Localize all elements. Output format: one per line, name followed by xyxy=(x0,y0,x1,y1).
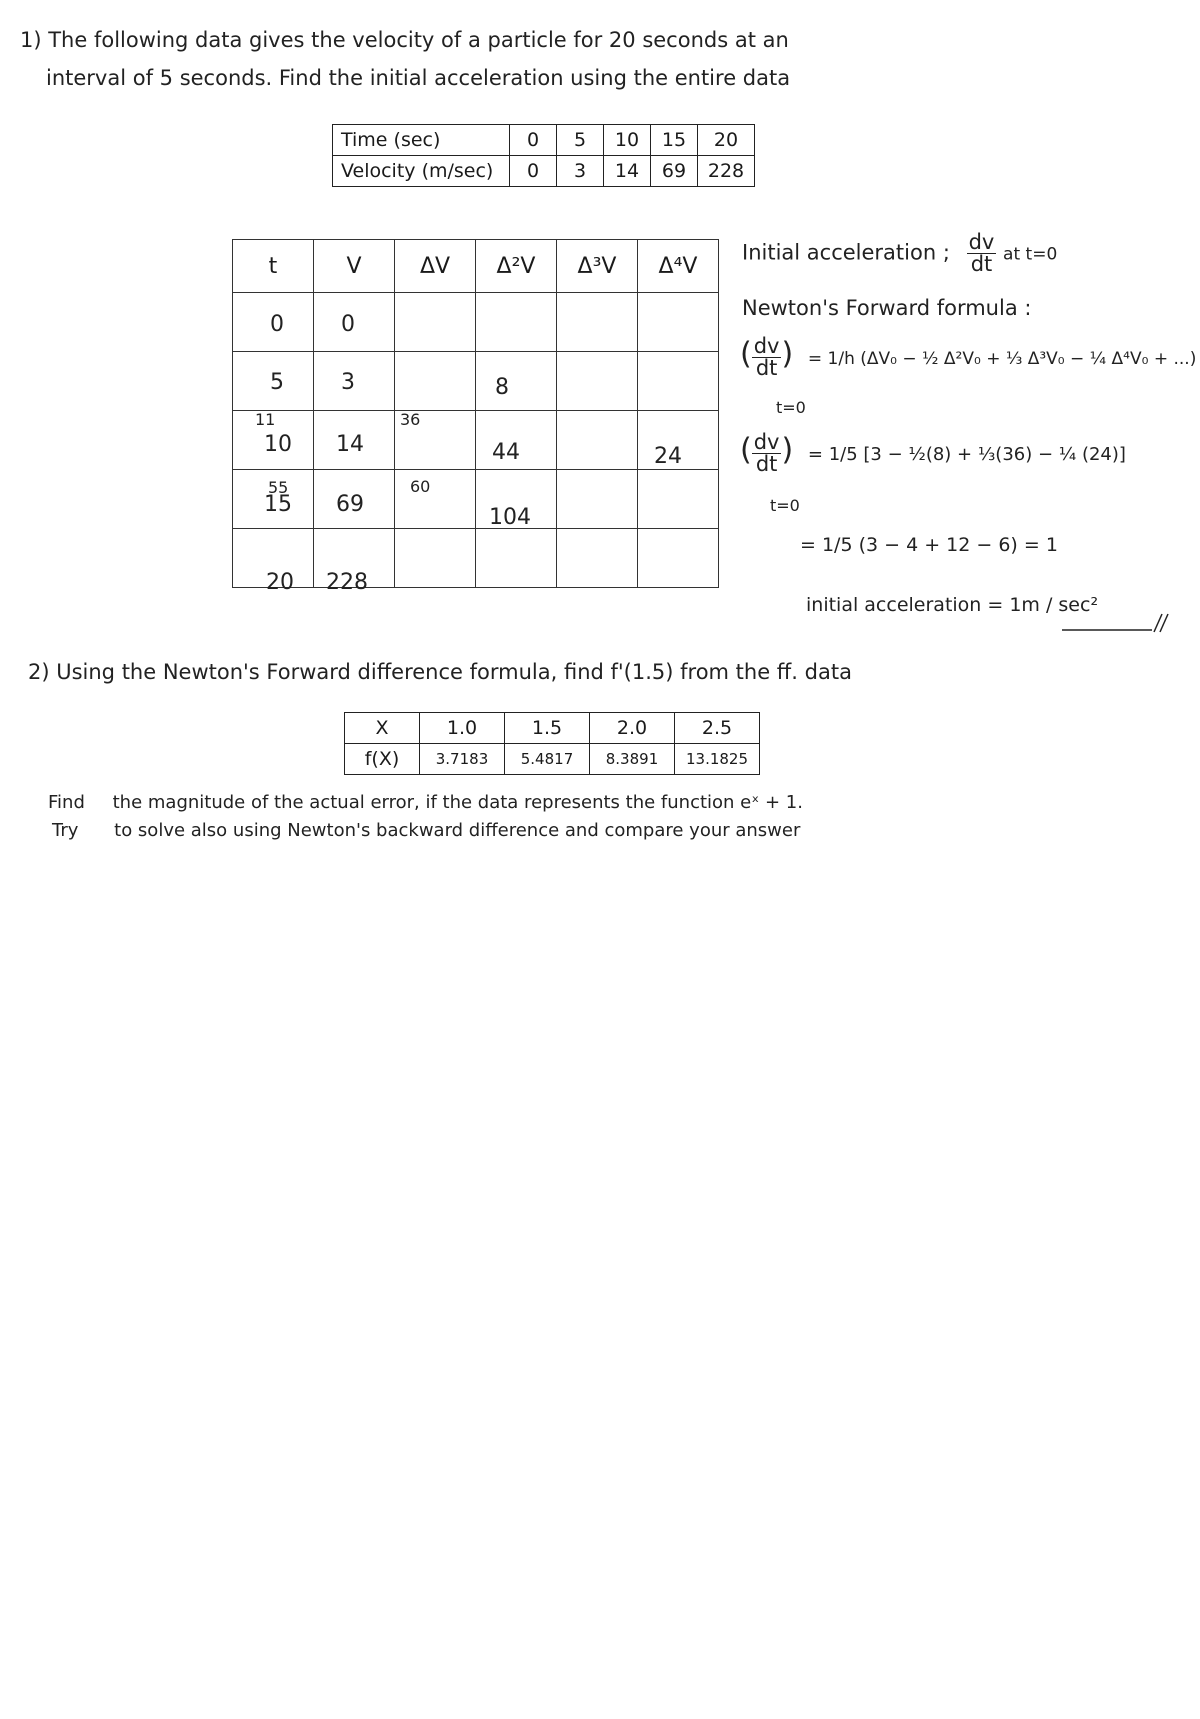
t-value: 10 xyxy=(264,432,292,457)
time-cell: 0 xyxy=(510,125,557,156)
initial-acceleration-label: Initial acceleration ; xyxy=(742,240,950,265)
t-equals-zero-2: t=0 xyxy=(770,496,800,515)
x-cell: 2.0 xyxy=(590,713,675,744)
velocity-cell: 228 xyxy=(698,156,755,187)
table-row xyxy=(233,352,719,411)
at-t0-label: at t=0 xyxy=(1003,244,1058,265)
d2v-value: 44 xyxy=(492,440,520,465)
find-word: Find xyxy=(48,792,85,813)
dv-value: 55 xyxy=(268,478,289,497)
header-v: V xyxy=(314,240,395,293)
d2v-value: 8 xyxy=(495,375,509,400)
fx-cell: 5.4817 xyxy=(505,744,590,775)
lhs-fraction xyxy=(752,336,782,379)
lhs-numerator: dv xyxy=(753,430,780,454)
fx-cell: 3.7183 xyxy=(420,744,505,775)
dv-dt-fraction xyxy=(967,232,997,275)
initial-acceleration-heading xyxy=(742,232,1057,275)
t-value: 15 xyxy=(264,492,292,517)
velocity-cell: 69 xyxy=(651,156,698,187)
v-value: 0 xyxy=(341,312,355,337)
problem1-line1: 1) The following data gives the velocity of a particle for 20 seconds at an xyxy=(20,28,789,52)
time-row xyxy=(333,125,755,156)
header-d4v: Δ⁴V xyxy=(638,240,719,293)
header-dv: ΔV xyxy=(395,240,476,293)
header-t: t xyxy=(233,240,314,293)
d3v-value: 60 xyxy=(410,477,431,496)
time-label: Time (sec) xyxy=(333,125,510,156)
time-cell: 10 xyxy=(604,125,651,156)
final-answer: initial acceleration = 1m / sec² xyxy=(806,594,1099,616)
lhs-fraction xyxy=(752,432,782,475)
problem2-line1: 2) Using the Newton's Forward difference formula, find f'(1.5) from the ff. data xyxy=(28,660,852,684)
open-paren: ( xyxy=(740,432,752,468)
time-cell: 15 xyxy=(651,125,698,156)
lhs-numerator: dv xyxy=(753,334,780,358)
velocity-cell: 0 xyxy=(510,156,557,187)
table-row xyxy=(233,529,719,588)
table-row xyxy=(233,470,719,529)
problem2-line2-rest: the magnitude of the actual error, if the data represents the function eˣ + 1. xyxy=(112,792,803,813)
problem2-line2 xyxy=(48,792,803,813)
answer-underline-mark xyxy=(1060,612,1170,634)
formula-rhs: = 1/h (ΔV₀ − ½ Δ²V₀ + ⅓ Δ³V₀ − ¼ Δ⁴V₀ + ...) xyxy=(807,348,1197,369)
forward-formula-line xyxy=(740,336,1196,379)
velocity-row xyxy=(333,156,755,187)
header-d3v: Δ³V xyxy=(557,240,638,293)
dt-denominator: dt xyxy=(970,252,993,276)
open-paren: ( xyxy=(740,336,752,372)
x-label: X xyxy=(345,713,420,744)
x-cell: 1.0 xyxy=(420,713,505,744)
x-cell: 1.5 xyxy=(505,713,590,744)
simplification-line: = 1/5 (3 − 4 + 12 − 6) = 1 xyxy=(800,534,1058,556)
difference-header-row xyxy=(233,240,719,293)
time-cell: 5 xyxy=(557,125,604,156)
close-paren: ) xyxy=(781,432,794,468)
d2v-value: 104 xyxy=(489,505,531,530)
table-row xyxy=(233,293,719,352)
d4v-value: 24 xyxy=(654,444,682,469)
close-paren: ) xyxy=(781,336,794,372)
problem2-line3-rest: to solve also using Newton's backward difference and compare your answer xyxy=(114,820,801,841)
fx-row xyxy=(345,744,760,775)
v-value: 14 xyxy=(336,432,364,457)
lhs-denominator: dt xyxy=(755,452,778,476)
x-cell: 2.5 xyxy=(675,713,760,744)
t-value: 5 xyxy=(270,370,284,395)
velocity-cell: 3 xyxy=(557,156,604,187)
v-value: 3 xyxy=(341,370,355,395)
d3v-value: 36 xyxy=(400,410,421,429)
fx-cell: 13.1825 xyxy=(675,744,760,775)
v-value: 228 xyxy=(326,570,368,595)
time-cell: 20 xyxy=(698,125,755,156)
fx-cell: 8.3891 xyxy=(590,744,675,775)
dv-numerator: dv xyxy=(968,230,995,254)
function-data-table xyxy=(344,712,760,775)
velocity-cell: 14 xyxy=(604,156,651,187)
problem1-line2: interval of 5 seconds. Find the initial acceleration using the entire data xyxy=(46,66,791,90)
try-word: Try xyxy=(52,820,79,841)
velocity-data-table xyxy=(332,124,755,187)
t-value: 20 xyxy=(266,570,294,595)
newton-formula-label: Newton's Forward formula : xyxy=(742,296,1032,320)
substitution-line xyxy=(740,432,1126,475)
table-row xyxy=(233,411,719,470)
lhs-denominator: dt xyxy=(755,356,778,380)
substitution-expression: = 1/5 [3 − ½(8) + ⅓(36) − ¼ (24)] xyxy=(807,443,1126,465)
fx-label: f(X) xyxy=(345,744,420,775)
t-value: 0 xyxy=(270,312,284,337)
header-d2v: Δ²V xyxy=(476,240,557,293)
v-value: 69 xyxy=(336,492,364,517)
t-equals-zero-1: t=0 xyxy=(776,398,806,417)
velocity-label: Velocity (m/sec) xyxy=(333,156,510,187)
difference-table xyxy=(232,239,719,588)
dv-value: 11 xyxy=(255,410,276,429)
x-row xyxy=(345,713,760,744)
problem2-line3 xyxy=(52,820,800,841)
